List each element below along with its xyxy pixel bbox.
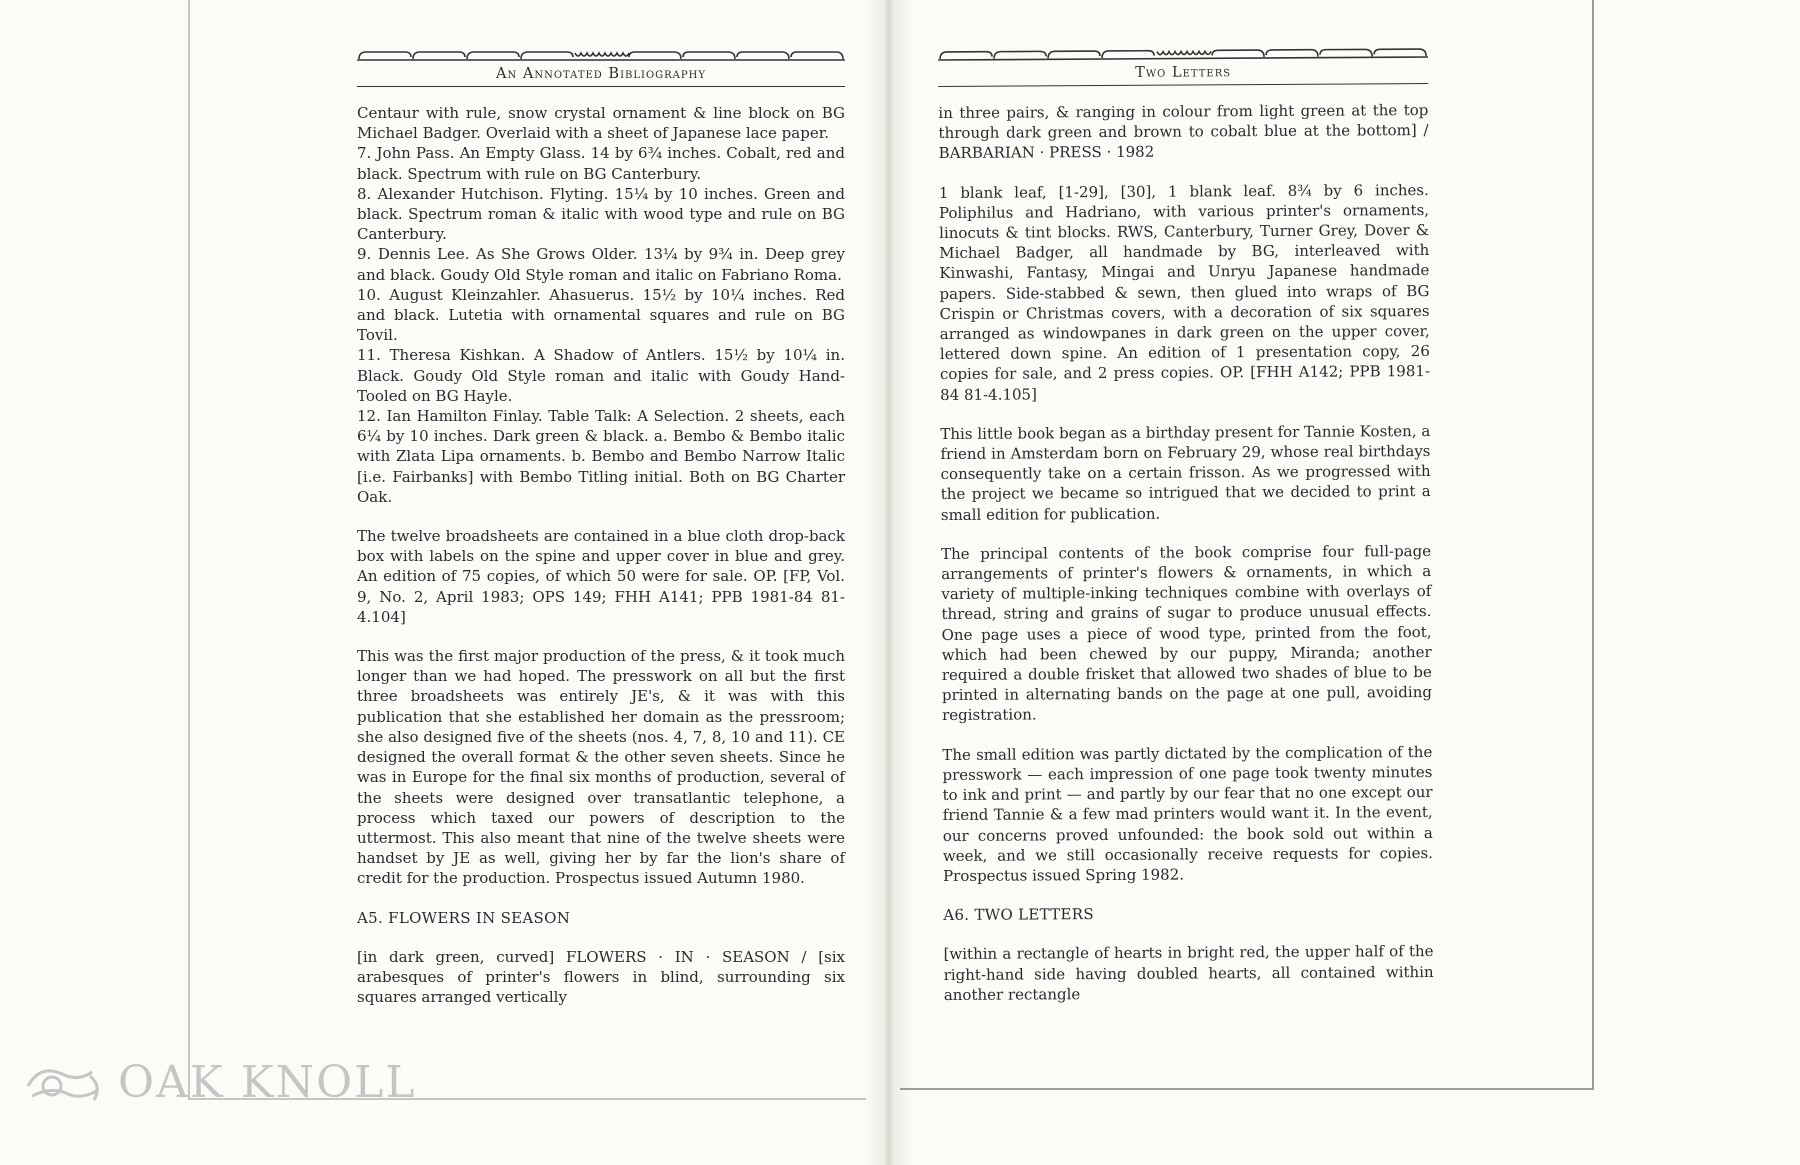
book-spine-gutter (866, 0, 912, 1165)
text-paragraph: This little book began as a birthday present for Tannie Kosten, a friend in Amsterdam born on February 29, whose real birthdays consequently take on a certain frisson. As we progressed with the project we became so intrigued that we decided to print a small edition for publication. (940, 421, 1431, 524)
text-paragraph: The twelve broadsheets are contained in a blue cloth drop-back box with labels on the spine and upper cover in blue and grey. An edition of 75 copies, of which 50 were for sale. OP. [FP, Vol. 9, No. 2, April 1983; OPS 149; FHH A141; PPB 1981-84 81-4.104] (357, 527, 845, 626)
text-paragraph: Centaur with rule, snow crystal ornament & line block on BG Michael Badger. Overlaid with a sheet of Japanese lace paper. (357, 104, 845, 143)
bibliography-item: 9. Dennis Lee. As She Grows Older. 13¼ by 9¾ in. Deep grey and black. Goudy Old Style roman and italic on Fabriano Roma. (357, 245, 845, 284)
bibliography-item: 12. Ian Hamilton Finlay. Table Talk: A Selection. 2 sheets, each 6¼ by 10 inches. Dark green & black. a. Bembo & Bembo italic with Zlata Lipa ornaments. b. Bembo and Bembo Narrow Italic [i.e. Fairbanks] with Bembo Titling initial. Both on BG Charter Oak. (357, 407, 845, 506)
watermark-text: OAK KNOLL (118, 1056, 417, 1108)
bibliography-item: 11. Theresa Kishkan. A Shadow of Antlers. 15½ by 10¼ in. Black. Goudy Old Style roman and italic with Goudy Hand-Tooled on BG Hayle. (357, 346, 845, 405)
text-paragraph: The small edition was partly dictated by the complication of the presswork — each impression of one page took twenty minutes to ink and print — and partly by our fear that no one except our friend Tannie & a few mad printers would want it. In the event, our concerns proved unfounded: the book sold out within a week, and we still occasionally receive requests for copies. Prospectus issued Spring 1982. (942, 742, 1433, 885)
text-paragraph: [within a rectangle of hearts in bright red, the upper half of the right-hand side having doubled hearts, all contained within another rectangle (943, 942, 1434, 1004)
right-page (938, 45, 1434, 1005)
bibliography-item: 10. August Kleinzahler. Ahasuerus. 15½ by 10¼ inches. Red and black. Lutetia with ornamental squares and rule on BG Tovil. (357, 285, 845, 345)
running-head: Two Letters (938, 61, 1428, 87)
text-paragraph: in three pairs, & ranging in colour from light green at the top through dark green and brown to cobalt blue at the bottom] / BARBARIAN · PRESS · 1982 (938, 101, 1429, 163)
page-text (357, 103, 845, 1007)
left-page (357, 48, 845, 1007)
book-frame-bottom-right (900, 1088, 1594, 1090)
text-paragraph: 1 blank leaf, [1-29], [30], 1 blank leaf. 8¾ by 6 inches. Poliphilus and Hadriano, with various printer's ornaments, linocuts & tint blocks. RWS, Canterbury, Turner Grey, Dover & Michael Badger, all handmade by BG, interleaved with Kinwashi, Fantasy, Mingai and Unryu Japanese handmade papers. Side-stabbed & sewn, then glued into wraps of BG Crispin or Christmas covers, with a decoration of six squares arranged as windowpanes in dark green on the upper cover, lettered down spine. An edition of 1 presentation copy, 26 copies for sale, and 2 press copies. OP. [FHH A142; PPB 1981-84 81-4.105] (938, 180, 1431, 404)
header-ornament-rule (357, 48, 845, 64)
entry-heading: A5. FLOWERS IN SEASON (357, 908, 571, 927)
text-paragraph: This was the first major production of the press, & it took much longer than we had hoped. The presswork on all but the first three broadsheets was entirely JE's, & it was with this publication that she established her domain as the pressroom; she also designed five of the sheets (nos. 4, 7, 8, 10 and 11). CE designed the overall format & the other seven sheets. Since he was in Europe for the final six months of production, several of the sheets were designed over transatlantic telephone, a process which taxed our powers of description to the uttermost. This also meant that nine of the twelve sheets were handset by JE as well, giving her by far the lion's share of credit for the production. Prospectus issued Autumn 1980. (357, 647, 845, 888)
bibliography-item: 8. Alexander Hutchison. Flyting. 15¼ by 10 inches. Green and black. Spectrum roman & italic with wood type and rule on BG Canterbury. (357, 184, 845, 244)
page-text (938, 100, 1434, 1005)
bibliography-item: 7. John Pass. An Empty Glass. 14 by 6¾ inches. Cobalt, red and black. Spectrum with rule on BG Canterbury. (357, 144, 845, 183)
oak-knoll-watermark (22, 1052, 417, 1112)
running-head: An Annotated Bibliography (357, 64, 845, 87)
text-paragraph: The principal contents of the book comprise four full-page arrangements of printer's flowers & ornaments, in which a variety of multiple-inking techniques combine with overlays of thread, string and grains of sugar to produce unusual effects. One page uses a piece of wood type, printed from the foot, which had been chewed by our puppy, Miranda; another required a double frisket that allowed two shades of blue to be printed in alternating bands on the page at one pull, avoiding registration. (941, 541, 1432, 725)
book-frame-left-edge (188, 0, 190, 1100)
oak-leaf-logo-icon (22, 1056, 108, 1108)
book-frame-right-edge (1592, 0, 1594, 1090)
text-paragraph: [in dark green, curved] FLOWERS · IN · SEASON / [six arabesques of printer's flowers in blind, surrounding six squares arranged vertically (357, 947, 845, 1007)
entry-heading: A6. TWO LETTERS (943, 905, 1094, 925)
